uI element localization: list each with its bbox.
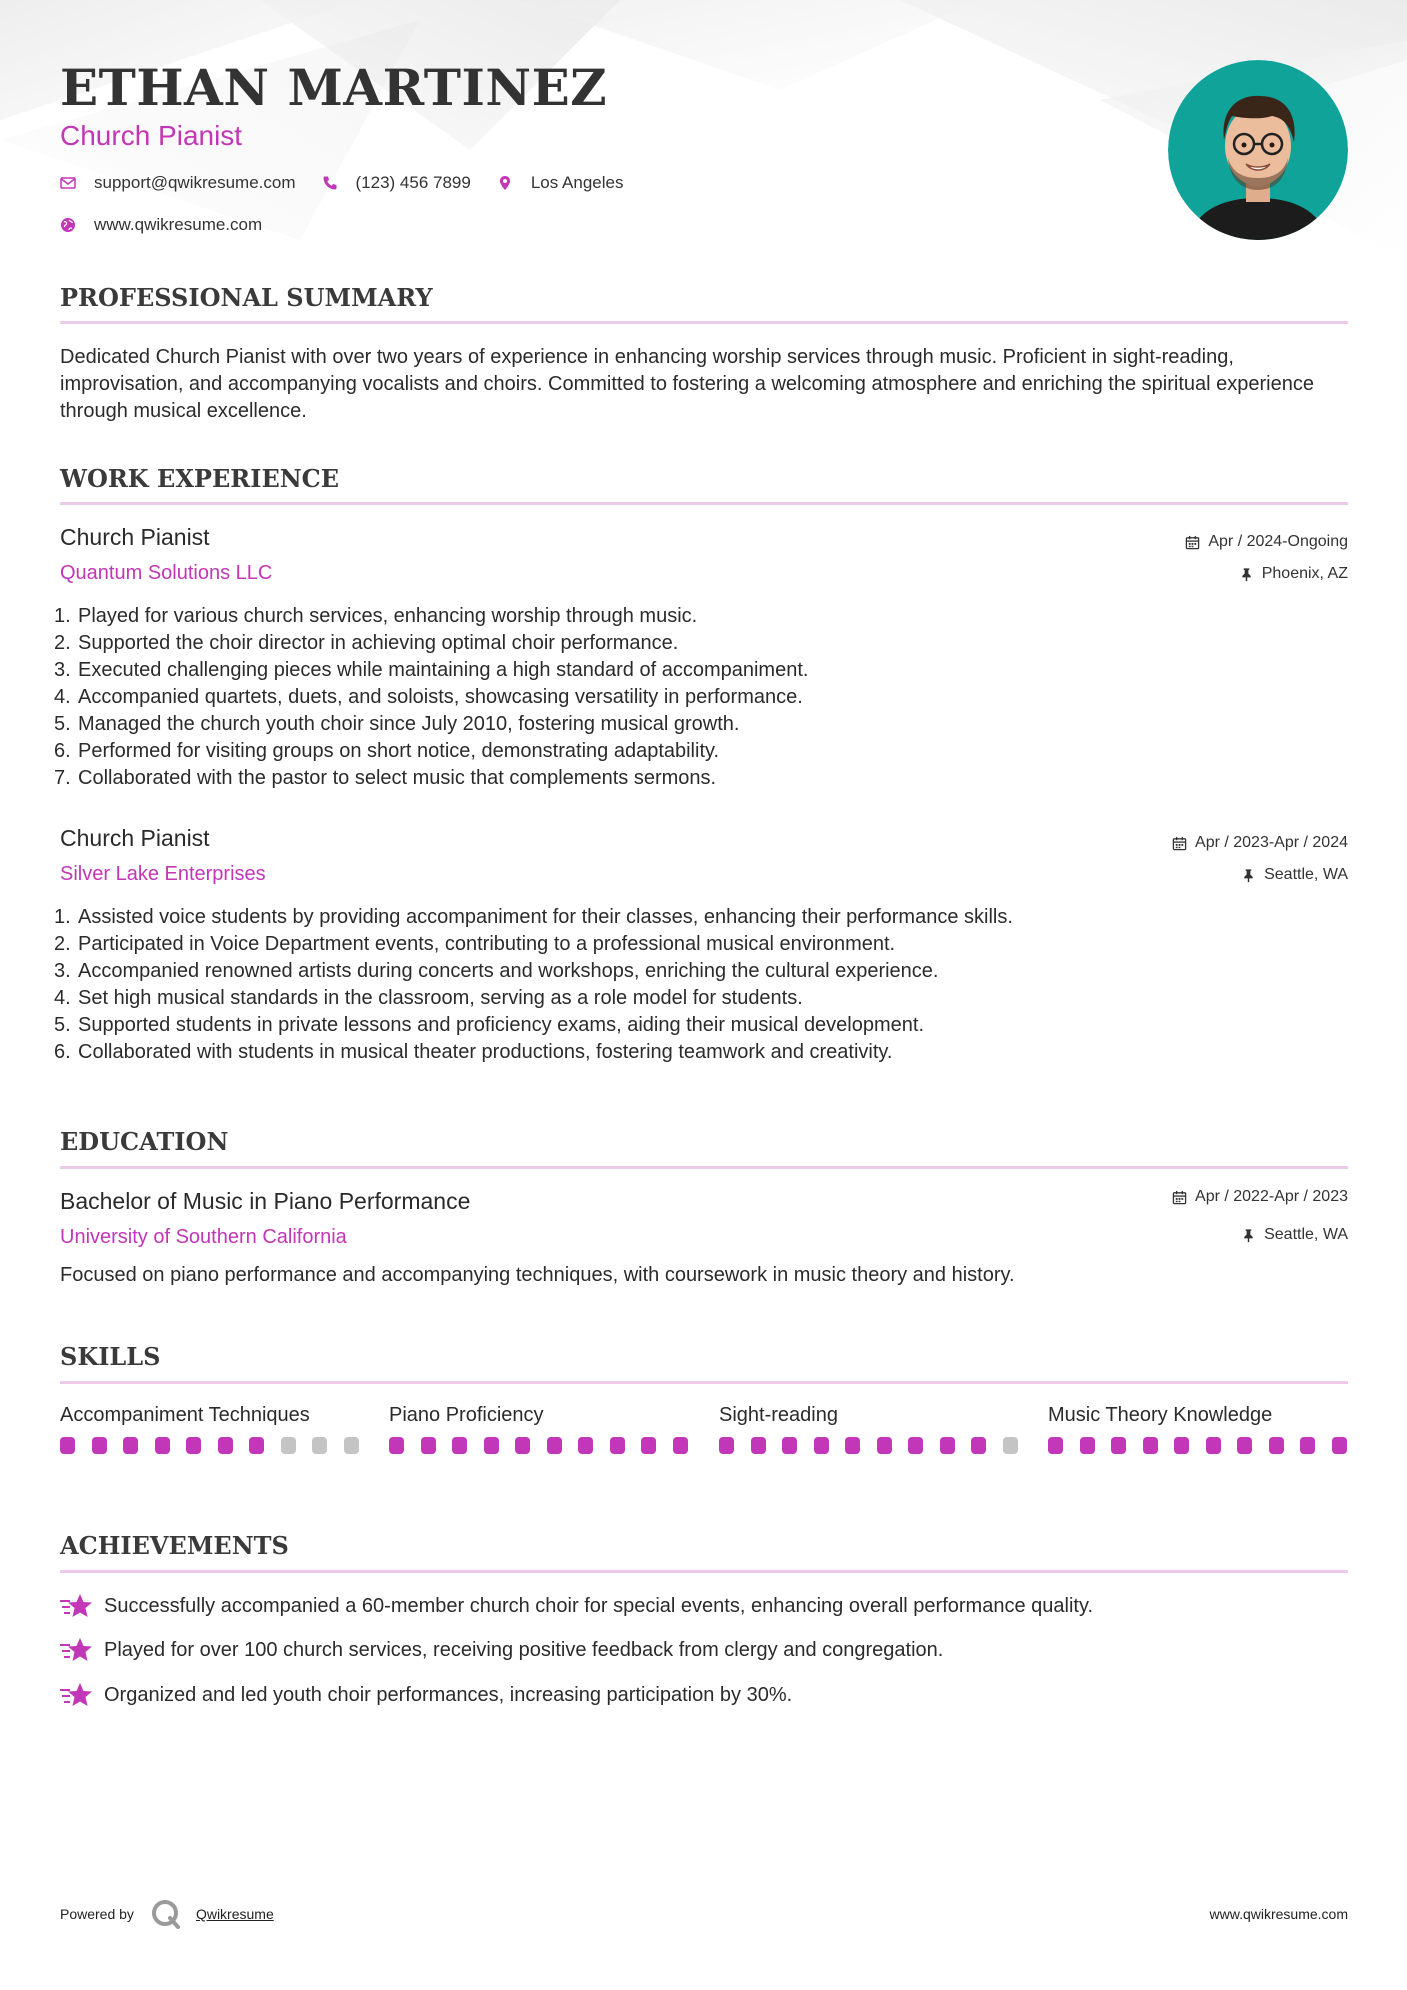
globe-icon — [60, 217, 76, 233]
pushpin-icon — [1241, 1228, 1256, 1243]
skill-rating — [719, 1437, 1019, 1454]
rating-dot-filled — [578, 1437, 593, 1454]
skill-rating — [1048, 1437, 1348, 1454]
rating-dot-filled — [515, 1437, 530, 1454]
list-item: 7. Collaborated with the pastor to select music that complements sermons. — [54, 767, 717, 789]
rating-dot-filled — [814, 1437, 829, 1454]
achievements-heading: ACHIEVEMENTS — [60, 1531, 289, 1560]
skill-name: Music Theory Knowledge — [1048, 1404, 1273, 1426]
rating-dot-filled — [452, 1437, 467, 1454]
job-location — [1241, 866, 1348, 884]
rating-dot-filled — [547, 1437, 562, 1454]
education-location — [1241, 1226, 1348, 1244]
rating-dot-filled — [421, 1437, 436, 1454]
job-location-text: Seattle, WA — [1264, 866, 1348, 883]
skill-rating — [60, 1437, 360, 1454]
list-item: 4. Set high musical standards in the classroom, serving as a role model for students. — [54, 987, 803, 1009]
contact-row-website — [60, 215, 288, 235]
skill-item — [389, 1402, 689, 1454]
rating-dot-filled — [1206, 1437, 1221, 1454]
rating-dot-filled — [610, 1437, 625, 1454]
summary-heading: PROFESSIONAL SUMMARY — [60, 283, 433, 312]
education-location-text: Seattle, WA — [1264, 1226, 1348, 1243]
skill-item — [1048, 1402, 1348, 1454]
rating-dot-filled — [186, 1437, 201, 1454]
list-item: 1. Assisted voice students by providing accompaniment for their classes, enhancing their performance skills. — [54, 906, 1013, 928]
phone-icon — [322, 175, 338, 191]
job-dates — [1185, 533, 1348, 551]
section-divider — [60, 1570, 1348, 1573]
education-degree: Bachelor of Music in Piano Performance — [60, 1188, 471, 1214]
rating-dot-filled — [719, 1437, 734, 1454]
achievement-text: Played for over 100 church services, receiving positive feedback from clergy and congregation. — [104, 1638, 944, 1661]
list-item: 1. Played for various church services, enhancing worship through music. — [54, 605, 698, 627]
rating-dot-filled — [389, 1437, 404, 1454]
skill-item — [60, 1402, 360, 1454]
rating-dot-filled — [249, 1437, 264, 1454]
job-title: Church Pianist — [60, 524, 210, 550]
rating-dot-filled — [1080, 1437, 1095, 1454]
candidate-role: Church Pianist — [60, 120, 243, 151]
job-location-text: Phoenix, AZ — [1261, 565, 1348, 582]
achievement-text: Organized and led youth choir performances, increasing participation by 30%. — [104, 1683, 793, 1706]
rating-dot-filled — [845, 1437, 860, 1454]
rating-dot-filled — [218, 1437, 233, 1454]
pushpin-icon — [1241, 868, 1256, 883]
job-bullets — [54, 603, 1348, 792]
list-item: 4. Accompanied quartets, duets, and soloists, showcasing versatility in performance. — [54, 686, 803, 708]
job-dates — [1172, 834, 1348, 852]
achievement-item — [60, 1592, 1093, 1620]
rating-dot-filled — [1332, 1437, 1347, 1454]
powered-by-text: Powered by — [60, 1906, 134, 1922]
achievement-text: Successfully accompanied a 60-member church choir for special events, enhancing overall performance quality. — [104, 1594, 1094, 1617]
rating-dot-empty — [1003, 1437, 1018, 1454]
rating-dot-empty — [344, 1437, 359, 1454]
rating-dot-filled — [1048, 1437, 1063, 1454]
section-divider — [60, 1381, 1348, 1384]
location-text: Los Angeles — [530, 173, 624, 192]
rating-dot-empty — [281, 1437, 296, 1454]
qwikresume-logo-icon — [150, 1898, 182, 1930]
profile-photo — [1168, 60, 1348, 240]
skills-heading: SKILLS — [60, 1342, 161, 1371]
email-text: support@qwikresume.com — [94, 173, 296, 192]
achievement-item — [60, 1681, 792, 1709]
section-divider — [60, 321, 1348, 324]
star-icon — [60, 1592, 92, 1620]
skill-name: Piano Proficiency — [389, 1404, 544, 1426]
contact-row — [60, 173, 649, 193]
rating-dot-filled — [484, 1437, 499, 1454]
section-divider — [60, 1166, 1348, 1169]
list-item: 3. Accompanied renowned artists during concerts and workshops, enriching the cultural experience. — [54, 960, 939, 982]
job-company: Silver Lake Enterprises — [60, 863, 266, 885]
skill-rating — [389, 1437, 689, 1454]
experience-heading: WORK EXPERIENCE — [60, 464, 340, 493]
job-location — [1239, 565, 1348, 583]
rating-dot-filled — [60, 1437, 75, 1454]
list-item: 3. Executed challenging pieces while maintaining a high standard of accompaniment. — [54, 659, 809, 681]
rating-dot-filled — [155, 1437, 170, 1454]
rating-dot-filled — [92, 1437, 107, 1454]
list-item: 5. Supported students in private lessons and proficiency exams, aiding their musical development. — [54, 1014, 925, 1036]
job-bullets — [54, 904, 1348, 1066]
rating-dot-filled — [123, 1437, 138, 1454]
rating-dot-filled — [877, 1437, 892, 1454]
calendar-icon — [1172, 1190, 1187, 1205]
education-heading: EDUCATION — [60, 1127, 229, 1156]
list-item: 5. Managed the church youth choir since July 2010, fostering musical growth. — [54, 713, 740, 735]
rating-dot-filled — [1269, 1437, 1284, 1454]
rating-dot-filled — [1174, 1437, 1189, 1454]
calendar-icon — [1185, 535, 1200, 550]
list-item: 6. Performed for visiting groups on short notice, demonstrating adaptability. — [54, 740, 720, 762]
skill-name: Accompaniment Techniques — [60, 1404, 310, 1426]
job-title: Church Pianist — [60, 825, 210, 851]
phone-text: (123) 456 7899 — [355, 173, 471, 192]
candidate-name: ETHAN MARTINEZ — [60, 58, 608, 117]
star-icon — [60, 1636, 92, 1664]
list-item: 6. Collaborated with students in musical theater productions, fostering teamwork and creativity. — [54, 1041, 893, 1063]
job-dates-text: Apr / 2024-Ongoing — [1208, 533, 1348, 550]
rating-dot-filled — [782, 1437, 797, 1454]
summary-text: Dedicated Church Pianist with over two years of experience in enhancing worship services through music. Proficient in sight-reading, improvisation, and accompanying vocalists and choirs. Committed to fostering a welcoming atmosphere and enriching the spiritual experience through musical excellence. — [60, 346, 1314, 422]
rating-dot-filled — [1143, 1437, 1158, 1454]
rating-dot-filled — [908, 1437, 923, 1454]
skill-item — [719, 1402, 1019, 1454]
skill-name: Sight-reading — [719, 1404, 838, 1426]
contact-phone[interactable] — [322, 173, 471, 193]
education-description: Focused on piano performance and accompanying techniques, with coursework in music theory and history. — [60, 1264, 1015, 1286]
job-dates-text: Apr / 2023-Apr / 2024 — [1195, 834, 1348, 851]
contact-email[interactable] — [60, 173, 296, 193]
footer-powered-by — [60, 1898, 274, 1930]
education-school: University of Southern California — [60, 1226, 347, 1248]
rating-dot-filled — [1237, 1437, 1252, 1454]
education-dates-text: Apr / 2022-Apr / 2023 — [1195, 1188, 1348, 1205]
rating-dot-filled — [641, 1437, 656, 1454]
star-icon — [60, 1681, 92, 1709]
avatar-illustration — [1168, 60, 1348, 240]
list-item: 2. Supported the choir director in achieving optimal choir performance. — [54, 632, 679, 654]
rating-dot-filled — [971, 1437, 986, 1454]
rating-dot-filled — [751, 1437, 766, 1454]
contact-website[interactable] — [60, 215, 262, 235]
rating-dot-filled — [1300, 1437, 1315, 1454]
calendar-icon — [1172, 836, 1187, 851]
envelope-icon — [60, 175, 76, 191]
map-pin-icon — [497, 175, 513, 191]
rating-dot-filled — [1111, 1437, 1126, 1454]
rating-dot-filled — [940, 1437, 955, 1454]
contact-location — [497, 173, 624, 193]
rating-dot-empty — [312, 1437, 327, 1454]
rating-dot-filled — [673, 1437, 688, 1454]
qwikresume-link[interactable]: Qwikresume — [195, 1906, 274, 1922]
footer-website[interactable]: www.qwikresume.com — [1209, 1906, 1348, 1922]
achievement-item — [60, 1636, 943, 1664]
list-item: 2. Participated in Voice Department events, contributing to a professional musical environment. — [54, 933, 896, 955]
job-company: Quantum Solutions LLC — [60, 562, 273, 584]
section-divider — [60, 502, 1348, 505]
pushpin-icon — [1239, 567, 1254, 582]
education-dates — [1172, 1188, 1348, 1206]
website-text: www.qwikresume.com — [94, 215, 263, 234]
